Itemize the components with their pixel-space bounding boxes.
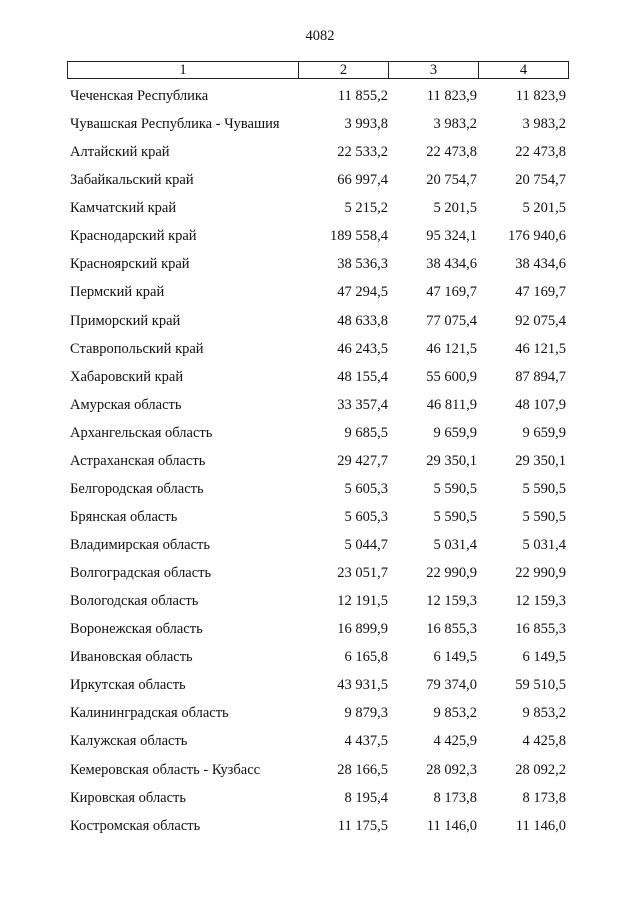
region-name: Камчатский край xyxy=(70,200,177,217)
value-col-4: 47 169,7 xyxy=(515,284,566,301)
value-col-2: 43 931,5 xyxy=(337,677,388,694)
column-header-table xyxy=(67,61,569,79)
value-col-4: 20 754,7 xyxy=(515,172,566,189)
value-col-2: 33 357,4 xyxy=(337,396,388,413)
value-col-2: 48 155,4 xyxy=(337,368,388,385)
table-row xyxy=(0,391,640,419)
column-header-4: 4 xyxy=(479,62,569,79)
region-name: Ивановская область xyxy=(70,649,193,666)
value-col-4: 46 121,5 xyxy=(515,340,566,357)
value-col-3: 11 823,9 xyxy=(426,88,477,104)
value-col-3: 5 031,4 xyxy=(433,537,477,553)
region-name: Амурская область xyxy=(70,396,182,413)
value-col-3: 28 092,3 xyxy=(426,761,477,778)
column-header-2: 2 xyxy=(299,62,389,79)
table-row xyxy=(0,475,640,503)
table-row xyxy=(0,222,640,250)
value-col-3: 38 434,6 xyxy=(426,256,477,273)
value-col-2: 16 899,9 xyxy=(337,621,388,638)
value-col-4: 28 092,2 xyxy=(515,761,566,778)
value-col-2: 29 427,7 xyxy=(337,452,388,469)
region-name: Архангельская область xyxy=(70,424,213,441)
value-col-4: 5 201,5 xyxy=(522,200,566,217)
region-name: Приморский край xyxy=(70,312,181,329)
value-col-3: 46 811,9 xyxy=(426,396,477,413)
region-name: Краснодарский край xyxy=(70,228,197,245)
value-col-4: 22 473,8 xyxy=(515,144,566,161)
value-col-2: 5 215,2 xyxy=(344,200,388,217)
table-row xyxy=(0,531,640,559)
value-col-4: 9 853,2 xyxy=(522,705,566,722)
value-col-3: 16 855,3 xyxy=(426,621,477,638)
value-col-2: 22 533,2 xyxy=(337,144,388,161)
value-col-3: 20 754,7 xyxy=(426,172,477,189)
value-col-2: 12 191,5 xyxy=(337,593,388,610)
table-row xyxy=(0,110,640,138)
region-name: Калужская область xyxy=(70,733,188,750)
region-name: Алтайский край xyxy=(70,144,170,161)
value-col-4: 92 075,4 xyxy=(515,312,566,329)
region-name: Кировская область xyxy=(70,789,187,806)
page-number: 4082 xyxy=(305,28,335,44)
table-row xyxy=(0,671,640,699)
value-col-2: 4 437,5 xyxy=(344,733,388,750)
value-col-3: 6 149,5 xyxy=(433,649,477,666)
table-row xyxy=(0,727,640,755)
region-name: Чувашская Республика - Чувашия xyxy=(70,116,280,133)
table-row xyxy=(0,138,640,166)
value-col-4: 22 990,9 xyxy=(515,565,566,582)
value-col-3: 4 425,9 xyxy=(433,733,477,750)
value-col-4: 11 823,9 xyxy=(515,88,566,104)
value-col-4: 12 159,3 xyxy=(515,593,566,610)
value-col-4: 16 855,3 xyxy=(515,621,566,638)
value-col-4: 8 173,8 xyxy=(522,789,566,806)
region-name: Белгородская область xyxy=(70,480,204,497)
region-name: Калининградская область xyxy=(70,705,229,722)
table-row xyxy=(0,559,640,587)
value-col-4: 59 510,5 xyxy=(515,677,566,694)
value-col-2: 8 195,4 xyxy=(344,789,388,806)
region-name: Костромская область xyxy=(70,817,201,834)
value-col-2: 5 605,3 xyxy=(344,480,388,497)
value-col-3: 47 169,7 xyxy=(426,284,477,301)
value-col-2: 11 855,2 xyxy=(337,88,388,104)
value-col-3: 8 173,8 xyxy=(433,789,477,806)
region-name: Вологодская область xyxy=(70,593,199,610)
value-col-2: 5 605,3 xyxy=(344,508,388,525)
value-col-2: 9 685,5 xyxy=(344,424,388,441)
value-col-3: 5 201,5 xyxy=(433,200,477,217)
value-col-2: 5 044,7 xyxy=(344,537,388,553)
table-row xyxy=(0,503,640,531)
value-col-2: 38 536,3 xyxy=(337,256,388,273)
value-col-4: 29 350,1 xyxy=(515,452,566,469)
table-row xyxy=(0,812,640,840)
value-col-3: 79 374,0 xyxy=(426,677,477,694)
table-row xyxy=(0,307,640,335)
value-col-2: 66 997,4 xyxy=(337,172,388,189)
value-col-2: 47 294,5 xyxy=(337,284,388,301)
value-col-4: 38 434,6 xyxy=(515,256,566,273)
value-col-3: 9 853,2 xyxy=(433,705,477,722)
region-name: Брянская область xyxy=(70,508,178,525)
value-col-3: 22 990,9 xyxy=(426,565,477,582)
region-name: Красноярский край xyxy=(70,256,190,273)
value-col-2: 3 993,8 xyxy=(344,116,388,133)
column-header-3: 3 xyxy=(389,62,479,79)
value-col-4: 6 149,5 xyxy=(522,649,566,666)
table-row xyxy=(0,363,640,391)
column-header-row xyxy=(68,62,569,79)
value-col-4: 87 894,7 xyxy=(515,368,566,385)
value-col-3: 11 146,0 xyxy=(426,817,477,834)
value-col-3: 55 600,9 xyxy=(426,368,477,385)
table-row xyxy=(0,278,640,306)
value-col-4: 3 983,2 xyxy=(522,116,566,133)
value-col-4: 5 031,4 xyxy=(522,537,566,553)
table-row xyxy=(0,587,640,615)
value-col-2: 48 633,8 xyxy=(337,312,388,329)
value-col-3: 22 473,8 xyxy=(426,144,477,161)
value-col-3: 46 121,5 xyxy=(426,340,477,357)
value-col-4: 11 146,0 xyxy=(515,817,566,834)
value-col-4: 5 590,5 xyxy=(522,508,566,525)
value-col-3: 29 350,1 xyxy=(426,452,477,469)
value-col-2: 189 558,4 xyxy=(330,228,388,245)
region-name: Воронежская область xyxy=(70,621,203,638)
value-col-4: 4 425,8 xyxy=(522,733,566,750)
table-row xyxy=(0,643,640,671)
table-row xyxy=(0,250,640,278)
region-name: Астраханская область xyxy=(70,452,206,469)
region-name: Чеченская Республика xyxy=(70,88,209,104)
value-col-2: 46 243,5 xyxy=(337,340,388,357)
value-col-4: 5 590,5 xyxy=(522,480,566,497)
table-row xyxy=(0,335,640,363)
table-body xyxy=(0,82,640,840)
value-col-2: 11 175,5 xyxy=(337,817,388,834)
table-row xyxy=(0,447,640,475)
table-row xyxy=(0,756,640,784)
table-row xyxy=(0,82,640,110)
region-name: Хабаровский край xyxy=(70,368,184,385)
region-name: Волгоградская область xyxy=(70,565,212,582)
table-row xyxy=(0,166,640,194)
region-name: Пермский край xyxy=(70,284,165,301)
value-col-2: 23 051,7 xyxy=(337,565,388,582)
value-col-2: 9 879,3 xyxy=(344,705,388,722)
value-col-3: 5 590,5 xyxy=(433,480,477,497)
value-col-4: 176 940,6 xyxy=(508,228,566,245)
value-col-2: 28 166,5 xyxy=(337,761,388,778)
table-row xyxy=(0,784,640,812)
region-name: Ставропольский край xyxy=(70,340,204,357)
region-name: Кемеровская область - Кузбасс xyxy=(70,761,261,778)
region-name: Забайкальский край xyxy=(70,172,194,189)
table-row xyxy=(0,419,640,447)
value-col-4: 48 107,9 xyxy=(515,396,566,413)
region-name: Иркутская область xyxy=(70,677,186,694)
table-row xyxy=(0,615,640,643)
value-col-4: 9 659,9 xyxy=(522,424,566,441)
value-col-2: 6 165,8 xyxy=(344,649,388,666)
value-col-3: 9 659,9 xyxy=(433,424,477,441)
table-row xyxy=(0,194,640,222)
table-row xyxy=(0,699,640,727)
value-col-3: 5 590,5 xyxy=(433,508,477,525)
value-col-3: 77 075,4 xyxy=(426,312,477,329)
region-name: Владимирская область xyxy=(70,537,210,553)
value-col-3: 12 159,3 xyxy=(426,593,477,610)
column-header-1: 1 xyxy=(68,62,299,79)
value-col-3: 95 324,1 xyxy=(426,228,477,245)
value-col-3: 3 983,2 xyxy=(433,116,477,133)
